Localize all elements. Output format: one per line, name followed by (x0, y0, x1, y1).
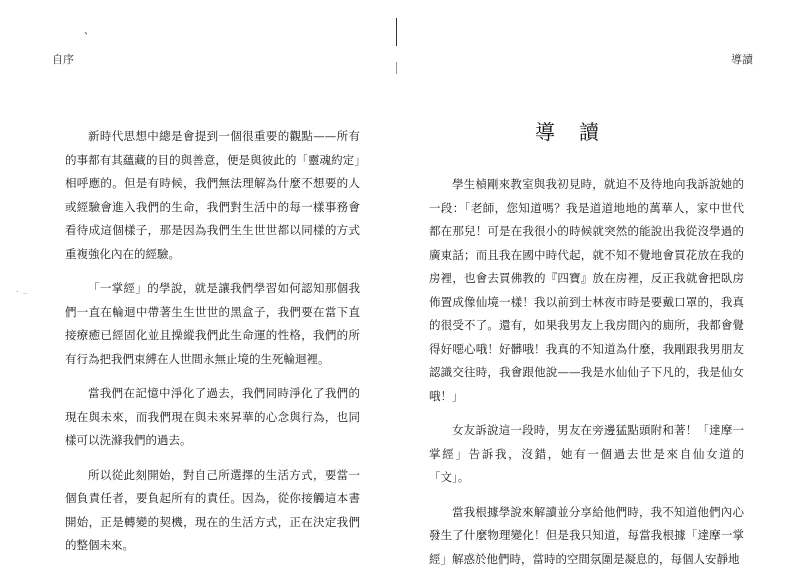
right-body-text (429, 173, 744, 582)
right-paragraph-3: 當我根據學說來解讀並分享給他們時，我不知道他們內心發生了什麼物理變化！但是我只知道，每當我根據「達摩一掌經」解惑於他們時，當時的空間氛圍是凝息的，每個人安靜地 (429, 504, 744, 566)
left-page (0, 0, 396, 561)
running-header-right: 導讀 (731, 53, 753, 66)
page-speck: 、 (84, 26, 94, 37)
left-paragraph-2: 「一掌經」的學說，就是讓我們學習如何認知那個我們一直在輪迴中帶著生生世世的黑盒子，我們要在當下直接療癒已經固化並且操縱我們此生命運的性格，我們的所有行為把我們束縛在人世間永無止境的生死輪迴裡。 (65, 281, 360, 366)
margin-mark: . _ (16, 285, 29, 294)
left-paragraph-3: 當我們在記憶中淨化了過去，我們同時淨化了我們的現在與未來，而我們現在與未來昇華的心念與行為，也同樣可以洗滌我們的過去。 (65, 386, 360, 447)
left-body-text (65, 125, 360, 569)
left-paragraph-4: 所以從此刻開始，對自己所選擇的生活方式，要當一個負責任者，要負起所有的責任。因為，從你接觸這本書開始，正是轉變的契機，現在的生活方式，正在決定我們的整個未來。 (65, 467, 360, 552)
right-paragraph-1: 學生楨剛來教室與我初見時，就迫不及待地向我訴說她的一段：「老師，您知道嗎？我是道道地地的萬華人，家中世代都在那兒！可是在我很小的時候就突然的能說出我從沒學過的廣東話；而且我在國中時代起，就不知不覺地會買花放在我的房裡，也會去買佛教的『四寶』放在房裡，反正我就會把臥房佈置成像仙境一樣！我以前到士林夜市時是要戴口罩的，我真的很受不了。還有，如果我男友上我房間內的廁所，我都會覺得好噁心哦！好髒哦！我真的不知道為什麼，我剛跟我男朋友認識交往時，我會跟他說——我是水仙仙子下凡的，我是仙女哦！」 (429, 177, 744, 403)
right-paragraph-2: 女友訴說這一段時，男友在旁邊猛點頭附和著！「達摩一掌經」告訴我，沒錯，她有一個過去世是來自仙女道的「文」。 (429, 423, 744, 484)
right-page (397, 0, 793, 566)
running-header-left: 自序 (52, 53, 74, 66)
chapter-title: 導讀 (535, 120, 623, 144)
left-paragraph-1: 新時代思想中總是會提到一個很重要的觀點——所有的事都有其蘊藏的目的與善意，便是與彼此的「靈魂約定」相呼應的。但是有時候，我們無法理解為什麼不想要的人或經驗會進入我們的生命，我們對生活中的每一樣事務會看待成這個樣子，那是因為我們生生世世都以同樣的方式重複強化內在的經驗。 (65, 129, 360, 261)
